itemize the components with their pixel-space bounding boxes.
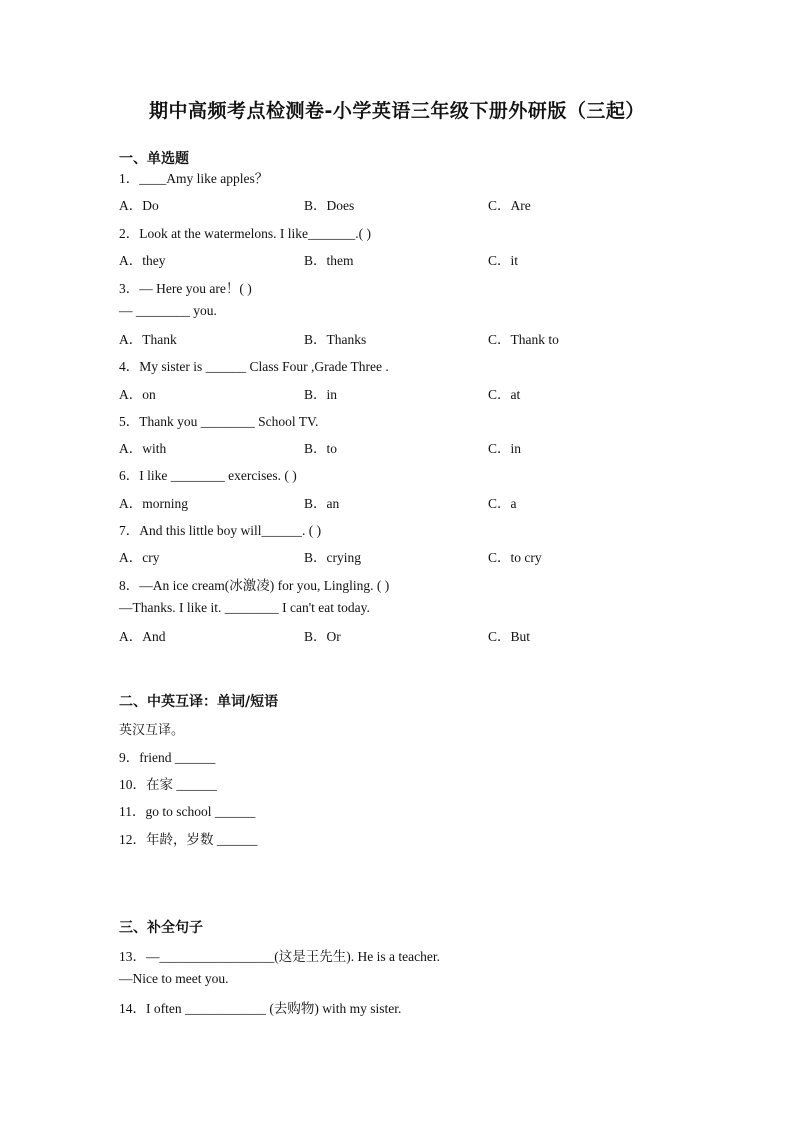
- q5-option-b: B．to: [304, 441, 338, 456]
- q3-option-a: A．Thank: [119, 332, 177, 347]
- q3-option-b: B．Thanks: [304, 332, 367, 347]
- section-heading-single-choice: 一、单选题: [119, 151, 189, 167]
- question-6: 6．I like ________ exercises. ( ): [119, 468, 297, 483]
- section-heading-translation: 二、中英互译：单词/短语: [119, 694, 279, 710]
- section-heading-complete-sentences: 三、补全句子: [119, 920, 203, 936]
- question-8: 8．—An ice cream(冰激凌) for you, Lingling. ( ): [119, 578, 390, 593]
- q7-option-a: A．cry: [119, 550, 160, 565]
- question-5: 5．Thank you ________ School TV.: [119, 414, 319, 429]
- q4-option-c: C．at: [488, 387, 521, 402]
- q7-option-b: B．crying: [304, 550, 361, 565]
- question-9: 9．friend ______: [119, 750, 216, 765]
- question-13-line-2: —Nice to meet you.: [119, 971, 229, 986]
- question-7: 7．And this little boy will______. ( ): [119, 523, 322, 538]
- question-3: 3．— Here you are！( ): [119, 281, 252, 296]
- q8-option-a: A．And: [119, 629, 166, 644]
- q6-option-a: A．morning: [119, 496, 188, 511]
- q5-option-a: A．with: [119, 441, 167, 456]
- q1-option-a: A．Do: [119, 198, 159, 213]
- q1-option-b: B．Does: [304, 198, 355, 213]
- q3-option-c: C．Thank to: [488, 332, 559, 347]
- question-11: 11．go to school ______: [119, 804, 256, 819]
- q2-option-b: B．them: [304, 253, 354, 268]
- q7-option-c: C．to cry: [488, 550, 542, 565]
- question-13: 13．—_________________(这是王先生). He is a teacher.: [119, 949, 440, 964]
- q2-option-a: A．they: [119, 253, 166, 268]
- page-title: 期中高频考点检测卷-小学英语三年级下册外研版（三起）: [149, 100, 645, 122]
- question-4: 4．My sister is ______ Class Four ,Grade Three .: [119, 359, 389, 374]
- q8-option-b: B．Or: [304, 629, 341, 644]
- q1-option-c: C．Are: [488, 198, 531, 213]
- q4-option-a: A．on: [119, 387, 156, 402]
- question-2: 2．Look at the watermelons. I like_______.( ): [119, 226, 371, 241]
- q5-option-c: C．in: [488, 441, 522, 456]
- question-10: 10．在家 ______: [119, 777, 217, 792]
- question-3-line-2: — ________ you.: [119, 303, 217, 318]
- q4-option-b: B．in: [304, 387, 338, 402]
- q6-option-b: B．an: [304, 496, 340, 511]
- q6-option-c: C．a: [488, 496, 517, 511]
- q8-option-c: C．But: [488, 629, 531, 644]
- question-14: 14．I often ____________ (去购物) with my sister.: [119, 1001, 402, 1016]
- q2-option-c: C．it: [488, 253, 519, 268]
- question-8-line-2: —Thanks. I like it. ________ I can't eat today.: [119, 600, 370, 615]
- question-1: 1．____Amy like apples？: [119, 171, 269, 186]
- translation-instructions: 英汉互译。: [119, 723, 185, 738]
- question-12: 12．年龄，岁数 ______: [119, 832, 258, 847]
